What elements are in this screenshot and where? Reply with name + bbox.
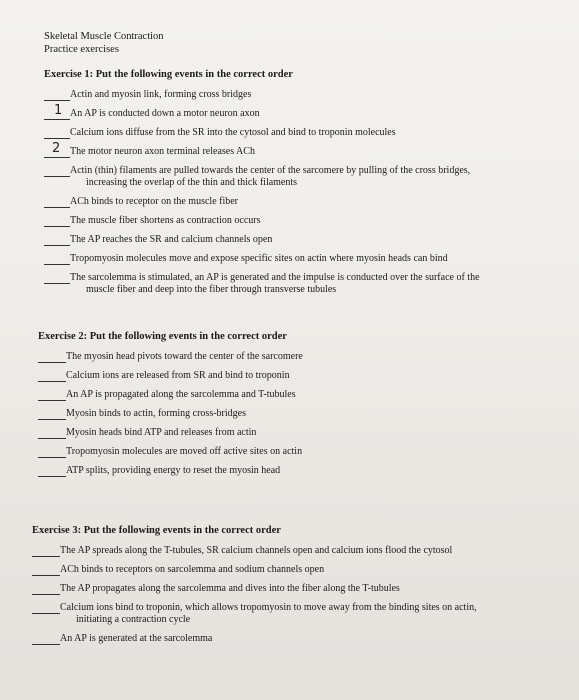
worksheet-header bbox=[44, 30, 164, 56]
answer-blank[interactable] bbox=[38, 465, 66, 477]
list-item bbox=[44, 165, 554, 189]
item-text: The motor neuron axon terminal releases ACh bbox=[70, 146, 255, 157]
item-text-continued: muscle fiber and deep into the fiber through transverse tubules bbox=[86, 284, 337, 295]
exercise-3-title: Exercise 3: Put the following events in the correct order bbox=[32, 525, 281, 536]
exercise-2-title: Exercise 2: Put the following events in the correct order bbox=[38, 331, 287, 342]
answer-blank[interactable] bbox=[44, 103, 70, 120]
answer-blank[interactable] bbox=[32, 633, 60, 645]
item-text: Tropomyosin molecules move and expose specific sites on actin where myosin heads can bind bbox=[70, 253, 448, 264]
exercise-3-items bbox=[32, 545, 557, 645]
worksheet-subtitle: Practice exercises bbox=[44, 44, 119, 55]
list-item bbox=[38, 389, 548, 401]
item-text: An AP is generated at the sarcolemma bbox=[60, 633, 213, 644]
list-item bbox=[38, 427, 548, 439]
exercise-3 bbox=[32, 524, 557, 652]
list-item bbox=[44, 196, 554, 208]
answer-blank[interactable] bbox=[38, 370, 66, 382]
list-item bbox=[44, 141, 554, 158]
item-text: An AP is conducted down a motor neuron axon bbox=[70, 108, 260, 119]
handwritten-answer: 1 bbox=[54, 103, 63, 118]
item-text: Calcium ions are released from SR and bind to troponin bbox=[66, 370, 290, 381]
list-item bbox=[32, 583, 557, 595]
answer-blank[interactable] bbox=[38, 351, 66, 363]
list-item bbox=[38, 408, 548, 420]
list-item bbox=[44, 234, 554, 246]
item-text-continued: increasing the overlap of the thin and thick filaments bbox=[86, 177, 298, 188]
worksheet-title: Skeletal Muscle Contraction bbox=[44, 31, 164, 42]
item-text: Calcium ions diffuse from the SR into the cytosol and bind to troponin molecules bbox=[70, 127, 396, 138]
list-item bbox=[38, 370, 548, 382]
answer-blank[interactable] bbox=[44, 215, 70, 227]
list-item bbox=[44, 253, 554, 265]
item-text: Actin (thin) filaments are pulled towards the center of the sarcomere by pulling of the cross bridges, bbox=[70, 165, 471, 176]
answer-blank[interactable] bbox=[44, 127, 70, 139]
item-text: The AP reaches the SR and calcium channels open bbox=[70, 234, 273, 245]
exercise-2 bbox=[38, 330, 548, 484]
item-text: An AP is propagated along the sarcolemma and T-tubules bbox=[66, 389, 296, 400]
answer-blank[interactable] bbox=[38, 408, 66, 420]
list-item bbox=[44, 215, 554, 227]
item-text: The AP spreads along the T-tubules, SR calcium channels open and calcium ions flood the cytosol bbox=[60, 545, 453, 556]
handwritten-answer: 2 bbox=[52, 141, 61, 156]
answer-blank[interactable] bbox=[44, 165, 70, 177]
item-text: The muscle fiber shortens as contraction occurs bbox=[70, 215, 261, 226]
answer-blank[interactable] bbox=[38, 427, 66, 439]
answer-blank[interactable] bbox=[32, 564, 60, 576]
item-text-continued: initiating a contraction cycle bbox=[76, 614, 191, 625]
item-text: Calcium ions bind to troponin, which allows tropomyosin to move away from the binding sites on actin, bbox=[60, 602, 477, 613]
list-item bbox=[38, 351, 548, 363]
list-item bbox=[32, 602, 557, 626]
exercise-1-items bbox=[44, 89, 554, 296]
item-text: The AP propagates along the sarcolemma and dives into the fiber along the T-tubules bbox=[60, 583, 400, 594]
list-item bbox=[44, 272, 554, 296]
answer-blank[interactable] bbox=[38, 389, 66, 401]
answer-blank[interactable] bbox=[44, 141, 70, 158]
exercise-2-items bbox=[38, 351, 548, 477]
list-item bbox=[32, 545, 557, 557]
list-item bbox=[38, 465, 548, 477]
answer-blank[interactable] bbox=[44, 253, 70, 265]
exercise-1-title: Exercise 1: Put the following events in the correct order bbox=[44, 69, 293, 80]
item-text: Myosin binds to actin, forming cross-bridges bbox=[66, 408, 246, 419]
list-item bbox=[32, 633, 557, 645]
answer-blank[interactable] bbox=[38, 446, 66, 458]
list-item bbox=[44, 127, 554, 139]
answer-blank[interactable] bbox=[32, 545, 60, 557]
answer-blank[interactable] bbox=[32, 602, 60, 614]
exercise-1 bbox=[44, 68, 554, 303]
list-item bbox=[32, 564, 557, 576]
item-text: ACh binds to receptors on sarcolemma and sodium channels open bbox=[60, 564, 325, 575]
item-text: The myosin head pivots toward the center of the sarcomere bbox=[66, 351, 303, 362]
answer-blank[interactable] bbox=[44, 234, 70, 246]
item-text: ACh binds to receptor on the muscle fiber bbox=[70, 196, 239, 207]
list-item bbox=[44, 89, 554, 101]
answer-blank[interactable] bbox=[32, 583, 60, 595]
item-text: Actin and myosin link, forming cross bridges bbox=[70, 89, 252, 100]
item-text: ATP splits, providing energy to reset the myosin head bbox=[66, 465, 281, 476]
answer-blank[interactable] bbox=[44, 89, 70, 101]
list-item bbox=[38, 446, 548, 458]
answer-blank[interactable] bbox=[44, 196, 70, 208]
list-item bbox=[44, 103, 554, 120]
item-text: Myosin heads bind ATP and releases from actin bbox=[66, 427, 257, 438]
item-text: The sarcolemma is stimulated, an AP is generated and the impulse is conducted over the surface of the bbox=[70, 272, 480, 283]
item-text: Tropomyosin molecules are moved off active sites on actin bbox=[66, 446, 303, 457]
answer-blank[interactable] bbox=[44, 272, 70, 284]
